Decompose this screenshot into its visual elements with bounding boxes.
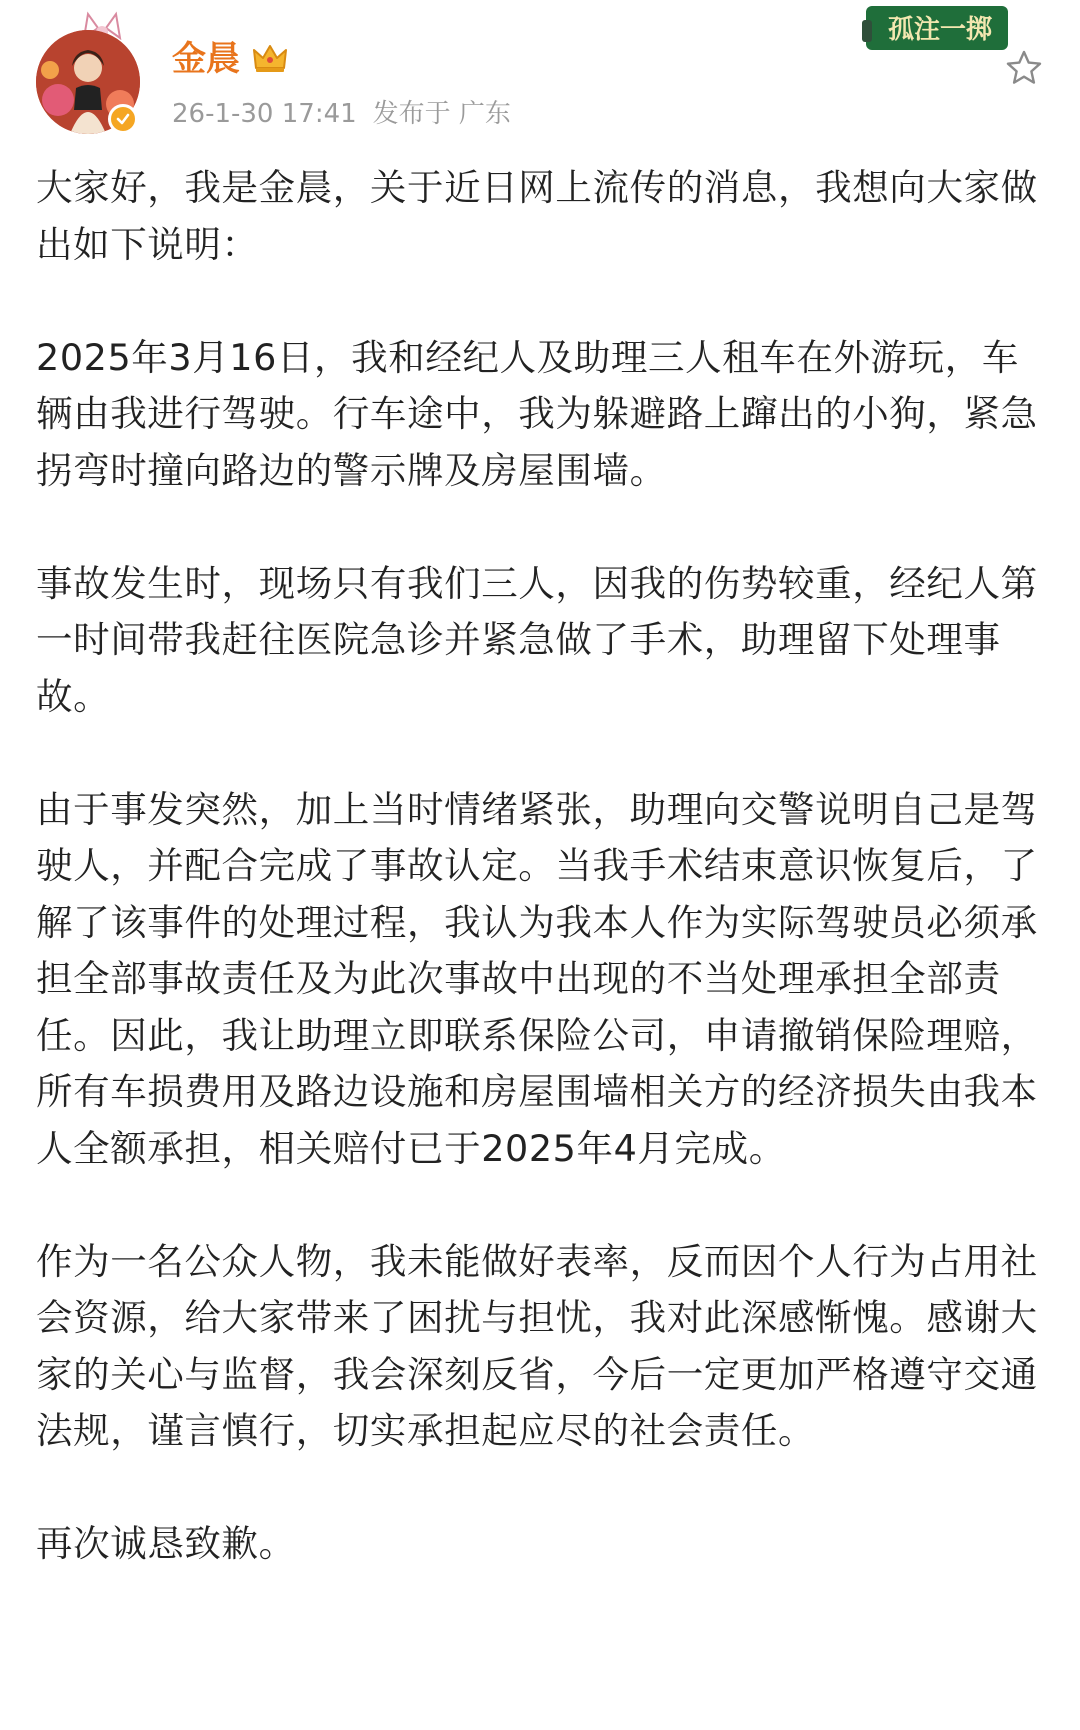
post-paragraph: 由于事发突然，加上当时情绪紧张，助理向交警说明自己是驾驶人，并配合完成了事故认定。当我手术结束意识恢复后，了解了该事件的处理过程，我认为我本人作为实际驾驶员必须承担全部事故责任及为此次事故中出现的不当处理承担全部责任。因此，我让助理立即联系保险公司，申请撤销保险理赔，所有车损费用及路边设施和房屋围墙相关方的经济损失由我本人全额承担，相关赔付已于2025年4月完成。: [36, 787, 1038, 1170]
verified-check-icon: [114, 110, 132, 128]
post-paragraph: 2025年3月16日，我和经纪人及助理三人租车在外游玩，车辆由我进行驾驶。行车途中，我为躲避路上蹿出的小狗，紧急拐弯时撞向路边的警示牌及房屋围墙。: [36, 335, 1038, 492]
decorative-badge: [862, 0, 1012, 56]
crown-icon: [252, 42, 288, 74]
verified-badge: [108, 104, 138, 134]
post-meta: [172, 96, 511, 132]
post-paragraph: 事故发生时，现场只有我们三人，因我的伤势较重，经纪人第一时间带我赶往医院急诊并紧急做了手术，助理留下处理事故。: [36, 561, 1038, 718]
post-content: [36, 160, 1046, 1573]
post-timestamp: 26-1-30 17:41: [172, 99, 357, 129]
decorative-badge-text: 孤注一掷: [887, 15, 993, 45]
post-location: 发布于 广东: [372, 99, 511, 129]
post-paragraph: 作为一名公众人物，我未能做好表率，反而因个人行为占用社会资源，给大家带来了困扰与担忧，我对此深感惭愧。感谢大家的关心与监督，我会深刻反省，今后一定更加严格遵守交通法规，谨言慎行，切实承担起应尽的社会责任。: [36, 1239, 1038, 1452]
star-icon: [1004, 48, 1044, 88]
author-name[interactable]: 金晨: [172, 39, 240, 79]
favorite-button[interactable]: [1002, 46, 1046, 90]
post-paragraph: 大家好，我是金晨，关于近日网上流传的消息，我想向大家做出如下说明：: [36, 166, 1038, 266]
post-paragraph: 再次诚恳致歉。: [36, 1522, 296, 1565]
